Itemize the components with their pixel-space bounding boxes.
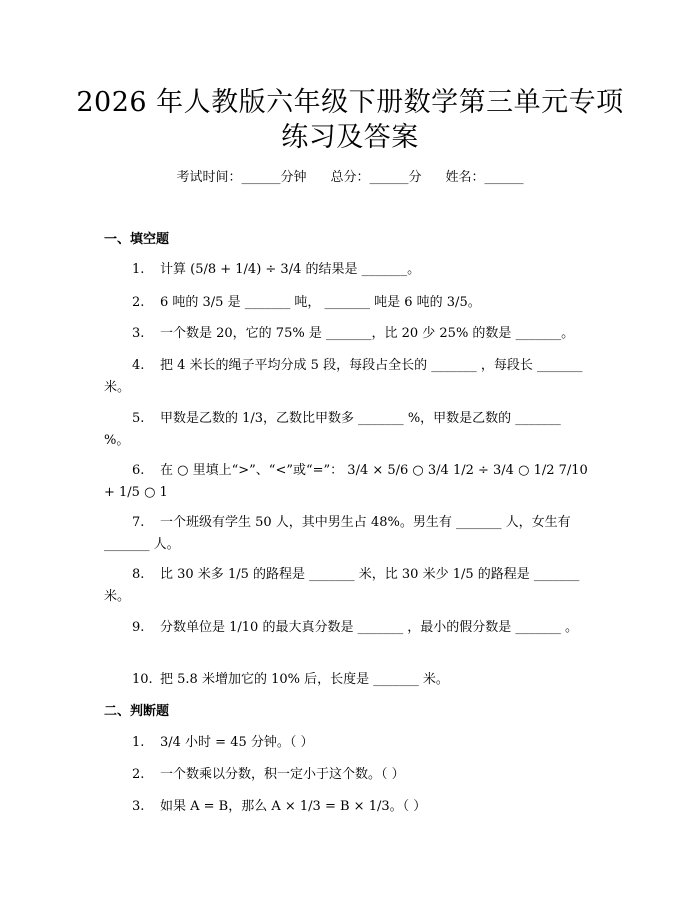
- question-text: 计算 (5/8 + 1/4) ÷ 3/4 的结果是 _______。: [160, 262, 421, 277]
- question-text: 如果 A = B，那么 A × 1/3 = B × 1/3。（ ）: [160, 799, 427, 814]
- question-item: [104, 460, 590, 504]
- name-blank: ______: [484, 170, 524, 185]
- question-text: 把 5.8 米增加它的 10% 后，长度是 _______ 米。: [160, 672, 449, 687]
- question-item: [104, 408, 590, 452]
- question-item: [104, 355, 590, 399]
- question-text: 分数单位是 1/10 的最大真分数是 _______ ，最小的假分数是 _______ 。: [160, 620, 578, 635]
- section-heading-fill-in: 一、填空题: [104, 232, 170, 247]
- question-item: [104, 512, 590, 556]
- question-number: 2.: [132, 767, 145, 782]
- question-text: 6 吨的 3/5 是 _______ 吨， _______ 吨是 6 吨的 3/5。: [160, 295, 481, 310]
- question-number: 3.: [132, 799, 145, 814]
- question-item: [104, 564, 590, 608]
- question-number: 2.: [132, 295, 145, 310]
- question-number: 8.: [132, 567, 145, 582]
- question-number: 10.: [132, 672, 153, 687]
- document-title-line-1: 2026 年人教版六年级下册数学第三单元专项: [76, 87, 624, 118]
- question-number: 1.: [132, 735, 145, 750]
- question-text: 甲数是乙数的 1/3，乙数比甲数多 _______ %，甲数是乙数的 _______ %。: [104, 411, 561, 448]
- question-text: 比 30 米多 1/5 的路程是 _______ 米，比 30 米少 1/5 的路程是 _______ 米。: [104, 567, 580, 604]
- question-number: 4.: [132, 358, 145, 373]
- name-label: 姓名：: [445, 170, 485, 185]
- question-number: 1.: [132, 262, 145, 277]
- question-text: 一个数乘以分数，积一定小于这个数。（ ）: [160, 767, 405, 782]
- question-item: [104, 764, 590, 786]
- question-item: [104, 617, 590, 639]
- question-number: 5.: [132, 411, 145, 426]
- question-item: [104, 669, 590, 691]
- question-item: [104, 796, 590, 818]
- question-text: 3/4 小时 = 45 分钟。（ ）: [160, 735, 314, 750]
- question-number: 3.: [132, 326, 145, 341]
- question-text: 一个班级有学生 50 人，其中男生占 48%。男生有 _______ 人，女生有 _______ 人。: [104, 515, 571, 552]
- question-item: [104, 292, 590, 314]
- exam-time-label: 考试时间：: [176, 170, 242, 185]
- total-score-blank: ______: [369, 170, 409, 185]
- question-number: 6.: [132, 463, 145, 478]
- question-text: 把 4 米长的绳子平均分成 5 段，每段占全长的 _______ ，每段长 _______ 米。: [104, 358, 583, 395]
- question-text: 一个数是 20，它的 75% 是 _______，比 20 少 25% 的数是 _______。: [160, 326, 575, 341]
- document-title-line-2: 练习及答案: [281, 122, 419, 153]
- question-text: 在 ○ 里填上“>”、“<”或“=”： 3/4 × 5/6 ○ 3/4 1/2 ÷ 3/4 ○ 1/2 7/10 + 1/5 ○ 1: [104, 463, 588, 500]
- question-number: 9.: [132, 620, 145, 635]
- exam-time-blank: ______: [241, 170, 281, 185]
- question-item: [104, 732, 590, 754]
- exam-info-line: [0, 168, 700, 188]
- total-score-label: 总分：: [330, 170, 370, 185]
- total-score-unit: 分: [408, 170, 422, 185]
- question-item: [104, 259, 590, 281]
- question-number: 7.: [132, 515, 145, 530]
- exam-time-unit: 分钟: [280, 170, 307, 185]
- section-heading-true-false: 二、判断题: [104, 704, 170, 719]
- question-item: [104, 323, 590, 345]
